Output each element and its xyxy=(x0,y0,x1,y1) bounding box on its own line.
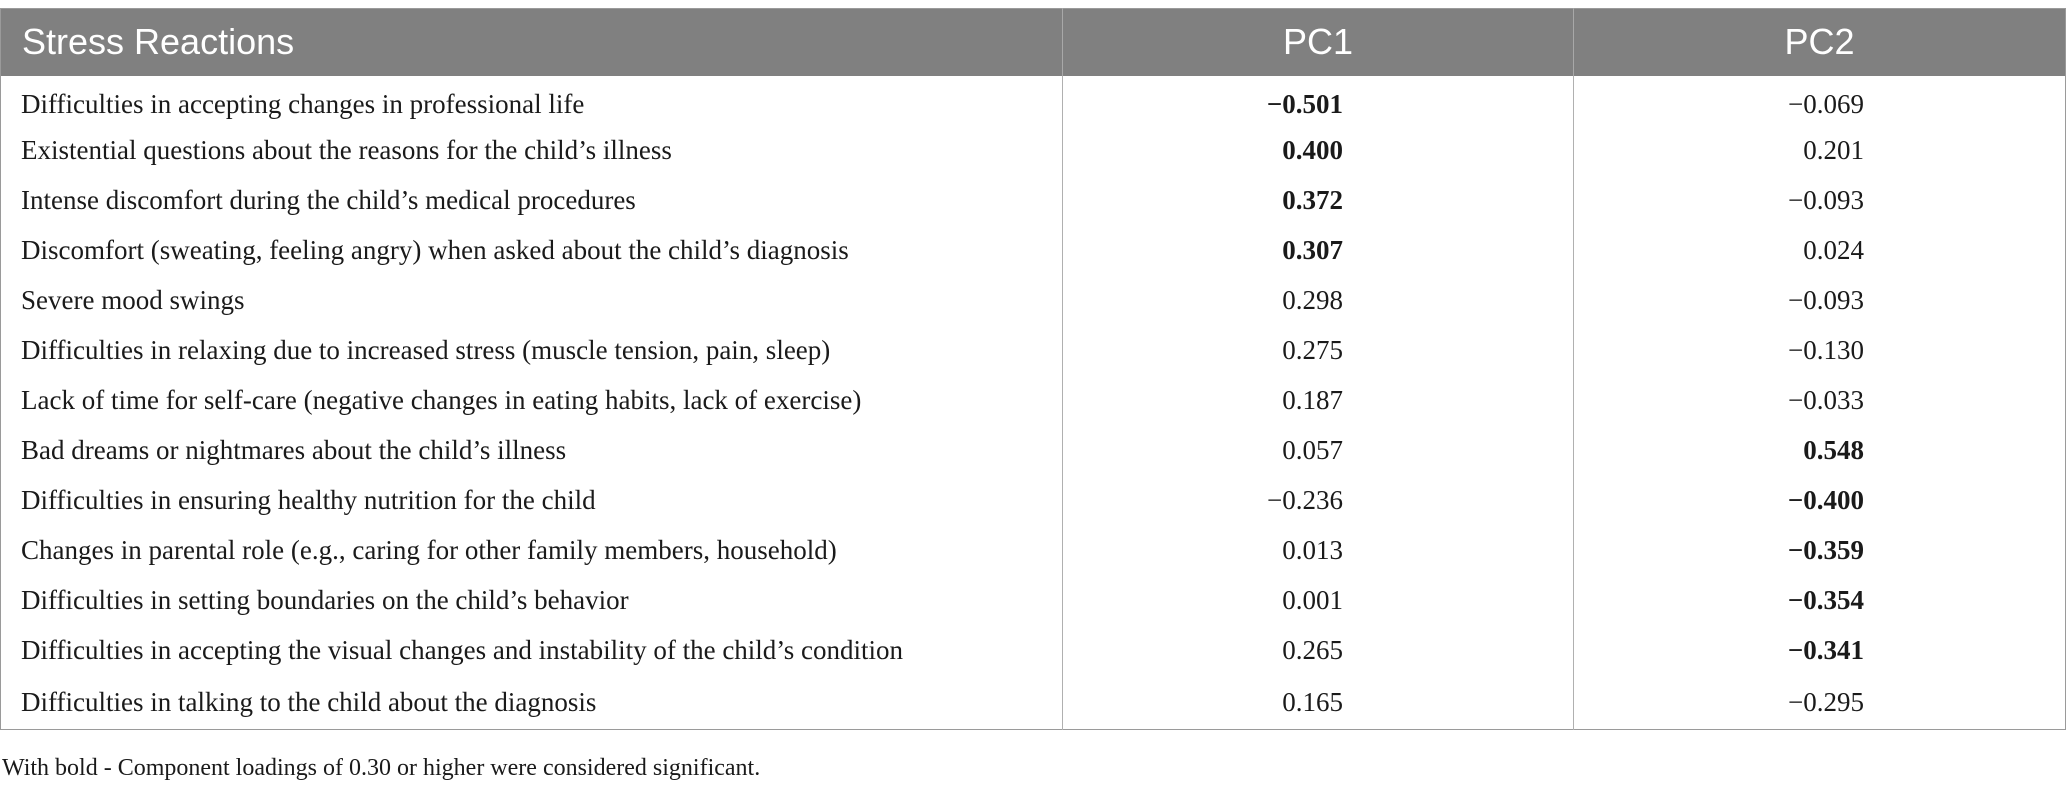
table-row xyxy=(1,326,2066,376)
row-label: Bad dreams or nightmares about the child’s illness xyxy=(1,426,1063,476)
pc1-value: 0.400 xyxy=(1063,126,1574,176)
pc1-value: 0.265 xyxy=(1063,626,1574,676)
table-row xyxy=(1,76,2066,126)
pc2-value: −0.295 xyxy=(1788,686,1864,717)
table-row xyxy=(1,226,2066,276)
row-label: Difficulties in accepting the visual changes and instability of the child’s condition xyxy=(1,626,1063,676)
table-row xyxy=(1,526,2066,576)
pc1-value: 0.165 xyxy=(1063,676,1574,730)
pc1-value: −0.501 xyxy=(1063,76,1574,126)
table-footnote: With bold - Component loadings of 0.30 or higher were considered significant. xyxy=(2,755,761,781)
row-label: Lack of time for self-care (negative changes in eating habits, lack of exercise) xyxy=(1,376,1063,426)
pc2-value: −0.400 xyxy=(1787,485,1864,515)
table-row xyxy=(1,276,2066,326)
pc1-value: 0.013 xyxy=(1063,526,1574,576)
row-label: Difficulties in talking to the child about the diagnosis xyxy=(1,676,1063,730)
pc1-value: 0.298 xyxy=(1063,276,1574,326)
table-header xyxy=(1,9,2066,76)
loadings-table xyxy=(0,8,2066,730)
row-label: Changes in parental role (e.g., caring for other family members, household) xyxy=(1,526,1063,576)
pc1-value: 0.307 xyxy=(1063,226,1574,276)
table-row xyxy=(1,676,2066,730)
pc1-value: 0.187 xyxy=(1063,376,1574,426)
table-row xyxy=(1,476,2066,526)
loadings-table-container xyxy=(0,8,2065,730)
row-label: Difficulties in relaxing due to increased stress (muscle tension, pain, sleep) xyxy=(1,326,1063,376)
table-row xyxy=(1,176,2066,226)
table-row xyxy=(1,376,2066,426)
row-label: Difficulties in accepting changes in professional life xyxy=(1,76,1063,126)
table-row xyxy=(1,126,2066,176)
pc1-value: 0.372 xyxy=(1063,176,1574,226)
pc1-value: −0.236 xyxy=(1063,476,1574,526)
pc1-value: 0.001 xyxy=(1063,576,1574,626)
row-label: Discomfort (sweating, feeling angry) when asked about the child’s diagnosis xyxy=(1,226,1063,276)
pc1-value: 0.275 xyxy=(1063,326,1574,376)
pc2-value: 0.201 xyxy=(1803,135,1864,165)
pc2-value: 0.548 xyxy=(1803,435,1864,465)
pc2-value: −0.341 xyxy=(1787,635,1864,665)
row-label: Difficulties in setting boundaries on the child’s behavior xyxy=(1,576,1063,626)
pc2-value: −0.130 xyxy=(1788,335,1864,365)
header-stress-reactions: Stress Reactions xyxy=(1,9,1063,76)
pc2-value: −0.069 xyxy=(1788,89,1864,119)
row-label: Intense discomfort during the child’s medical procedures xyxy=(1,176,1063,226)
table-row xyxy=(1,426,2066,476)
pc2-value: −0.033 xyxy=(1788,385,1864,415)
header-pc2: PC2 xyxy=(1784,21,1855,63)
pc2-value: −0.359 xyxy=(1787,535,1864,565)
table-row xyxy=(1,626,2066,676)
table-body xyxy=(1,76,2066,730)
pc2-value: −0.093 xyxy=(1788,185,1864,215)
header-row xyxy=(1,9,2066,76)
row-label: Existential questions about the reasons for the child’s illness xyxy=(1,126,1063,176)
row-label: Difficulties in ensuring healthy nutrition for the child xyxy=(1,476,1063,526)
table-row xyxy=(1,576,2066,626)
pc1-value: 0.057 xyxy=(1063,426,1574,476)
pc2-value: −0.354 xyxy=(1787,585,1864,615)
pc2-value: 0.024 xyxy=(1803,235,1864,265)
header-pc1: PC1 xyxy=(1063,9,1574,76)
pc2-value: −0.093 xyxy=(1788,285,1864,315)
row-label: Severe mood swings xyxy=(1,276,1063,326)
